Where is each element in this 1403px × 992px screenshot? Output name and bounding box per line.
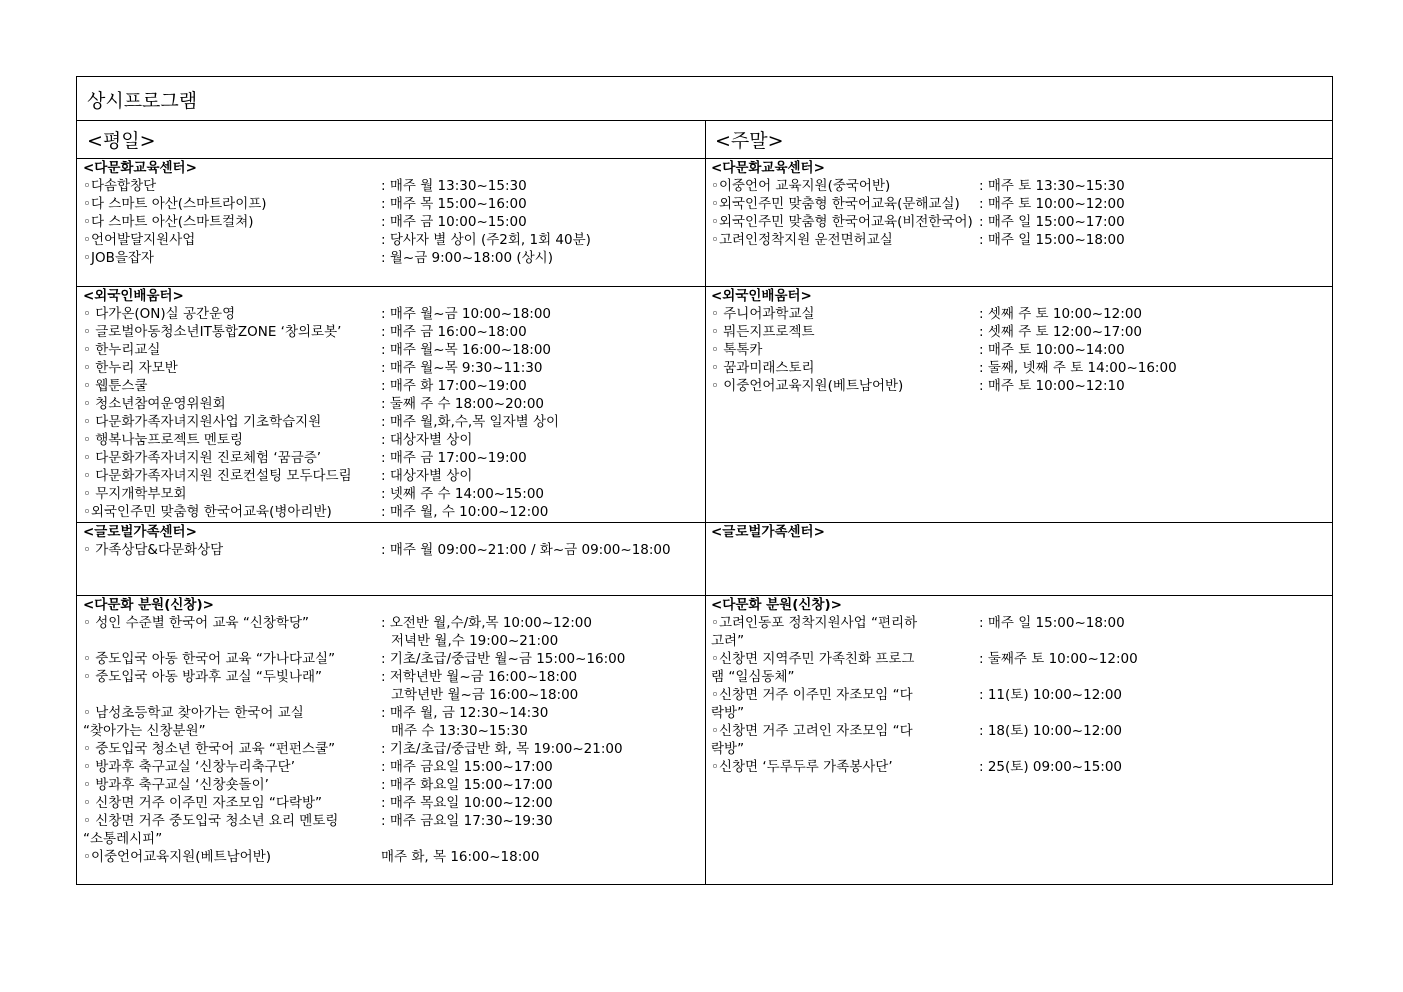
- program-schedule-continued: 매주 수 13:30~15:30: [391, 723, 528, 739]
- program-schedule: : 저학년반 월~금 16:00~18:00: [381, 669, 578, 685]
- program-name: ◦ 방과후 축구교실 ‘신창누리축구단’: [83, 759, 295, 775]
- section-title: <외국인배움터>: [83, 288, 184, 304]
- program-schedule: : 매주 토 10:00~12:10: [979, 378, 1125, 394]
- program-name: ◦ 꿈과미래스토리: [711, 360, 815, 376]
- program-row: [83, 467, 701, 485]
- program-row: [83, 395, 701, 413]
- program-name: ◦ 남성초등학교 찾아가는 한국어 교실: [83, 705, 304, 721]
- program-row: [83, 341, 701, 359]
- program-schedule: : 25(토) 09:00~15:00: [979, 759, 1123, 775]
- program-row: [711, 650, 1329, 668]
- program-schedule: : 매주 월~목 9:30~11:30: [381, 360, 543, 376]
- program-schedule: : 매주 토 13:30~15:30: [979, 178, 1125, 194]
- program-schedule: : 매주 금요일 17:30~19:30: [381, 813, 553, 829]
- program-name: ◦ 성인 수준별 한국어 교육 “신창학당”: [83, 615, 309, 631]
- program-row: [711, 359, 1329, 377]
- program-row: [83, 848, 701, 866]
- program-name: ◦ 무지개학부모회: [83, 486, 187, 502]
- weekend-sinchang-branch: [711, 596, 1329, 776]
- program-name: ◦ 글로벌아동청소년IT통합ZONE ‘창의로봇’: [83, 324, 342, 340]
- program-schedule: : 18(토) 10:00~12:00: [979, 723, 1123, 739]
- program-name: ◦ 가족상담&다문화상담: [83, 542, 224, 558]
- page-title: 상시프로그램: [87, 90, 198, 112]
- weekend-multicultural-education-center: [711, 159, 1329, 249]
- program-row: [83, 431, 701, 449]
- program-name: ◦ 톡톡카: [711, 342, 763, 358]
- program-row: [83, 485, 701, 503]
- program-row-continued: [711, 740, 1329, 758]
- program-name: ◦JOB을잡자: [83, 250, 154, 266]
- program-schedule: : 오전반 월,수/화,목 10:00~12:00: [381, 615, 592, 631]
- program-schedule: : 당사자 별 상이 (주2회, 1회 40분): [381, 232, 591, 248]
- spacer: [83, 632, 87, 650]
- program-name: ◦신창면 거주 고려인 자조모임 “다: [711, 723, 913, 739]
- program-schedule: : 둘째주 토 10:00~12:00: [979, 651, 1138, 667]
- spacer: [83, 686, 87, 704]
- program-name: ◦ 다문화가족자녀지원사업 기초학습지원: [83, 414, 322, 430]
- program-name: ◦ 신창면 거주 이주민 자조모임 “다락방”: [83, 795, 323, 811]
- program-schedule: : 매주 월 09:00~21:00 / 화~금 09:00~18:00: [381, 542, 671, 558]
- program-name: ◦신창면 거주 이주민 자조모임 “다: [711, 687, 913, 703]
- program-row: [83, 449, 701, 467]
- program-name: ◦ 중도입국 아동 방과후 교실 “두빛나래”: [83, 669, 323, 685]
- program-name-continued: “찾아가는 신창분원”: [83, 723, 206, 739]
- program-schedule: : 셋째 주 토 12:00~17:00: [979, 324, 1142, 340]
- program-name: ◦ 중도입국 아동 한국어 교육 “가나다교실”: [83, 651, 336, 667]
- program-name: ◦이중언어교육지원(베트남어반): [83, 849, 272, 865]
- program-schedule: : 매주 금요일 15:00~17:00: [381, 759, 553, 775]
- program-schedule: : 매주 월 13:30~15:30: [381, 178, 527, 194]
- program-name: ◦이중언어 교육지원(중국어반): [711, 178, 891, 194]
- program-name-continued: 램 “일심동체”: [711, 669, 795, 685]
- program-name: ◦ 이중언어교육지원(베트남어반): [711, 378, 904, 394]
- program-row-continued: [83, 830, 701, 848]
- program-name: ◦외국인주민 맞춤형 한국어교육(비전한국어): [711, 214, 973, 230]
- program-row: [83, 812, 701, 830]
- program-name-continued: 고려”: [711, 633, 745, 649]
- program-schedule: : 셋째 주 토 10:00~12:00: [979, 306, 1142, 322]
- section-title: <다문화교육센터>: [711, 160, 825, 176]
- program-row: [711, 722, 1329, 740]
- program-row: [711, 377, 1329, 395]
- program-schedule: : 매주 금 10:00~15:00: [381, 214, 527, 230]
- program-row: [711, 195, 1329, 213]
- program-name: ◦ 다가온(ON)실 공간운영: [83, 306, 236, 322]
- program-schedule: : 매주 월,화,수,목 일자별 상이: [381, 414, 560, 430]
- program-row-continued: [83, 686, 701, 704]
- program-name: ◦ 다문화가족자녀지원 진로체험 ‘꿈금증’: [83, 450, 322, 466]
- program-row-continued: [83, 632, 701, 650]
- program-row: [83, 541, 701, 559]
- section-title: <글로벌가족센터>: [711, 524, 825, 540]
- program-row: [83, 503, 701, 521]
- program-schedule: : 매주 금 17:00~19:00: [381, 450, 527, 466]
- program-row: [83, 213, 701, 231]
- program-row: [83, 231, 701, 249]
- program-schedule: : 기초/초급/중급반 화, 목 19:00~21:00: [381, 741, 623, 757]
- program-schedule: : 매주 일 15:00~18:00: [979, 615, 1125, 631]
- program-row: [83, 305, 701, 323]
- program-schedule: : 둘째, 넷째 주 토 14:00~16:00: [979, 360, 1177, 376]
- program-schedule: : 11(토) 10:00~12:00: [979, 687, 1123, 703]
- program-row: [711, 614, 1329, 632]
- program-name-continued: 락방”: [711, 741, 745, 757]
- program-row: [711, 213, 1329, 231]
- program-schedule: : 월~금 9:00~18:00 (상시): [381, 250, 553, 266]
- column-divider: [705, 120, 706, 884]
- program-row: [83, 704, 701, 722]
- section-title: <글로벌가족센터>: [83, 524, 197, 540]
- program-row-continued: [711, 704, 1329, 722]
- program-schedule: : 매주 일 15:00~17:00: [979, 214, 1125, 230]
- weekend-header: <주말>: [715, 130, 784, 152]
- program-row: [711, 758, 1329, 776]
- program-name: ◦신창면 지역주민 가족친화 프로그: [711, 651, 915, 667]
- program-schedule: : 매주 금 16:00~18:00: [381, 324, 527, 340]
- program-row: [83, 323, 701, 341]
- program-schedule: : 매주 목 15:00~16:00: [381, 196, 527, 212]
- weekday-sinchang-branch: [83, 596, 701, 866]
- program-schedule: : 매주 월~목 16:00~18:00: [381, 342, 552, 358]
- program-row: [83, 650, 701, 668]
- program-schedule: : 대상자별 상이: [381, 468, 473, 484]
- program-row: [83, 359, 701, 377]
- program-row-continued: [711, 668, 1329, 686]
- program-name: ◦ 방과후 축구교실 ‘신창숏돌이’: [83, 777, 269, 793]
- program-row: [83, 740, 701, 758]
- weekday-header: <평일>: [87, 130, 156, 152]
- program-name-continued: “소통레시피”: [83, 831, 163, 847]
- program-name: ◦다솜합창단: [83, 178, 157, 194]
- program-schedule-continued: 고학년반 월~금 16:00~18:00: [391, 687, 579, 703]
- section-title: <다문화 분원(신창)>: [83, 597, 214, 613]
- program-table: [76, 76, 1333, 885]
- program-row: [83, 249, 701, 267]
- program-schedule: : 넷째 주 수 14:00~15:00: [381, 486, 544, 502]
- program-row: [83, 177, 701, 195]
- program-name: ◦다 스마트 아산(스마트라이프): [83, 196, 267, 212]
- program-name: ◦신창면 ‘두루두루 가족봉사단’: [711, 759, 893, 775]
- program-name: ◦고려인동포 정착지원사업 “편리하: [711, 615, 918, 631]
- program-schedule: : 매주 일 15:00~18:00: [979, 232, 1125, 248]
- program-row: [83, 377, 701, 395]
- weekday-global-family-center: [83, 523, 701, 559]
- program-name: ◦ 신창면 거주 중도입국 청소년 요리 멘토링: [83, 813, 339, 829]
- program-name: ◦ 뭐든지프로젝트: [711, 324, 815, 340]
- program-name: ◦고려인정착지원 운전면허교실: [711, 232, 893, 248]
- weekend-foreigner-learning-center: [711, 287, 1329, 395]
- program-name: ◦외국인주민 맞춤형 한국어교육(병아리반): [83, 504, 332, 520]
- program-schedule: : 대상자별 상이: [381, 432, 473, 448]
- program-schedule: : 매주 월, 수 10:00~12:00: [381, 504, 549, 520]
- program-row: [83, 413, 701, 431]
- program-row: [711, 177, 1329, 195]
- program-row-continued: [711, 632, 1329, 650]
- program-schedule: : 매주 토 10:00~14:00: [979, 342, 1125, 358]
- section-title: <다문화 분원(신창)>: [711, 597, 842, 613]
- program-name: ◦ 청소년참여운영위원회: [83, 396, 226, 412]
- program-row: [711, 305, 1329, 323]
- program-name: ◦ 한누리교실: [83, 342, 161, 358]
- title-row: [77, 77, 1332, 121]
- program-schedule: : 매주 화요일 15:00~17:00: [381, 777, 553, 793]
- program-name: ◦ 웹툰스쿨: [83, 378, 148, 394]
- weekend-global-family-center: [711, 523, 1329, 541]
- program-name: ◦ 행복나눔프로젝트 멘토링: [83, 432, 243, 448]
- program-name: ◦ 다문화가족자녀지원 진로컨설팅 모두다드림: [83, 468, 352, 484]
- program-schedule: : 매주 화 17:00~19:00: [381, 378, 527, 394]
- program-schedule: : 기초/초급/중급반 월~금 15:00~16:00: [381, 651, 626, 667]
- program-row: [711, 323, 1329, 341]
- program-name: ◦ 중도입국 청소년 한국어 교육 “펀펀스쿨”: [83, 741, 336, 757]
- section-title: <다문화교육센터>: [83, 160, 197, 176]
- program-name-continued: 락방”: [711, 705, 745, 721]
- weekday-multicultural-education-center: [83, 159, 701, 267]
- program-row: [83, 668, 701, 686]
- program-row: [83, 195, 701, 213]
- program-row: [711, 341, 1329, 359]
- program-row: [83, 614, 701, 632]
- program-schedule: : 매주 월~금 10:00~18:00: [381, 306, 552, 322]
- program-row: [711, 231, 1329, 249]
- program-name: ◦언어발달지원사업: [83, 232, 196, 248]
- program-schedule-continued: 저녁반 월,수 19:00~21:00: [391, 633, 559, 649]
- program-schedule: : 둘째 주 수 18:00~20:00: [381, 396, 544, 412]
- program-name: ◦외국인주민 맞춤형 한국어교육(문해교실): [711, 196, 960, 212]
- section-title: <외국인배움터>: [711, 288, 812, 304]
- weekday-foreigner-learning-center: [83, 287, 701, 521]
- program-name: ◦ 주니어과학교실: [711, 306, 815, 322]
- program-row: [83, 758, 701, 776]
- program-schedule: : 매주 목요일 10:00~12:00: [381, 795, 553, 811]
- program-row-continued: [83, 722, 701, 740]
- program-schedule: 매주 화, 목 16:00~18:00: [381, 849, 540, 865]
- program-schedule: : 매주 토 10:00~12:00: [979, 196, 1125, 212]
- program-schedule: : 매주 월, 금 12:30~14:30: [381, 705, 549, 721]
- program-name: ◦ 한누리 자모반: [83, 360, 178, 376]
- program-row: [83, 776, 701, 794]
- program-row: [711, 686, 1329, 704]
- program-row: [83, 794, 701, 812]
- program-name: ◦다 스마트 아산(스마트컬쳐): [83, 214, 254, 230]
